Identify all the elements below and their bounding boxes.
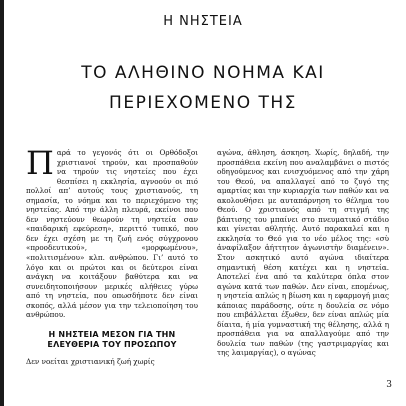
- right-column: [217, 148, 389, 358]
- headline-line-1: ΤΟ ΑΛΗΘΙΝΟ ΝΟΗΜΑ ΚΑΙ: [81, 63, 325, 83]
- headline-line-2: ΠΕΡΙΕΧΟΜΕΝΟ ΤΗΣ: [109, 93, 297, 113]
- continued-paragraph: αγώνα, άθληση, άσκηση. Χωρίς, δηλαδή, την προσπάθεια εκείνη που αναλαμβάνει ο πιστός οδηγούμενος και ενισχυόμενος από την χάρη του Θεού, να απαλλαγεί από το ζυγό της αμαρτίας και την κυριαρχία των παθών και να ακολουθήσει με αυταπάρνηση το θέλημα του Θεού. Ο χριστιανός από τη στιγμή της βάπτισης του μπαίνει στο πνευματικό στάδιο και γίνεται αθλητής. Αυτό παρακαλεί και η εκκλησία το Θεό για το νέο μέλος της: «σὺ ἀναφίλαξον ἀήττητον ἀγωνιστὴν διαμένειν». Στον ασκητικό αυτό αγώνα ιδιαίτερα σημαντική θέση κατέχει και η νηστεία. Αποτελεί ένα από τα καλύτερα όπλα στον αγώνα κατά των παθών. Δεν είναι, επομένως, η νηστεία απλώς η βίωση και η εφαρμογή μιας κάποιας παράδοσης, ούτε η δουλεία σε νόμο που επιβάλλεται έξωθεν, δεν είναι απλώς μία δίαιτα, ή μία γυμναστική της θέλησης, αλλά η προσπάθεια για να απαλλαγούμε από την δουλεία των παθών (της γαστριμαργίας και της λαιμαργίας), ο αγώνας: [217, 148, 389, 358]
- opening-paragraph-text: αρά το γεγονός ότι οι Ορθόδοξοι χριστιανοί τηρούν, και προσπαθούν να τηρούν τις νηστείες που έχει θεσπίσει η εκκλησία, αγνοούν οι πιό πολλοί απ’ αυτούς τους χριστιανούς, τη σημασία, το νόημα και το περιεχόμενο της νηστείας. Από την άλλη πλευρά, εκείνοι που δεν νηστεύουν θεωρούν τη νηστεία σαν «παιδαρική εφεύρεση», περιττό τυπικό, που δεν έχει σχέση με τη ζωή ενός σύγχρονου «προοδευτικού», «μορφωμένου», «πολιτισμένου» κλπ. ανθρώπου. Γι’ αυτό το λόγο και οι πρώτοι και οι δεύτεροι είναι ανάγκη να κοιτάξουν βαθύτερα και να συνειδητοποιήσουν μερικές αλήθειες γύρω από τη νηστεία, που οπωσδήποτε δεν είναι σκοπός, αλλά μέσον για την τελειοποίηση του ανθρώπου.: [26, 148, 198, 320]
- section-subheading: Η ΝΗΣΤΕΙΑ ΜΕΣΟΝ ΓΙΑ ΤΗΝ ΕΛΕΥΘΕΡΙΑ ΤΟΥ ΠΡΟΣΩΠΟΥ: [47, 329, 177, 349]
- opening-paragraph: [26, 144, 198, 320]
- page-number: 3: [386, 380, 392, 390]
- section-paragraph-start: Δεν νοείται χριστιανική ζωή χωρίς: [26, 356, 155, 366]
- left-edge-rule: [0, 0, 4, 406]
- running-head: Η ΝΗΣΤΕΙΑ: [163, 14, 243, 29]
- drop-cap: Π: [26, 144, 54, 182]
- left-column: [26, 144, 198, 366]
- article-headline: [14, 58, 392, 118]
